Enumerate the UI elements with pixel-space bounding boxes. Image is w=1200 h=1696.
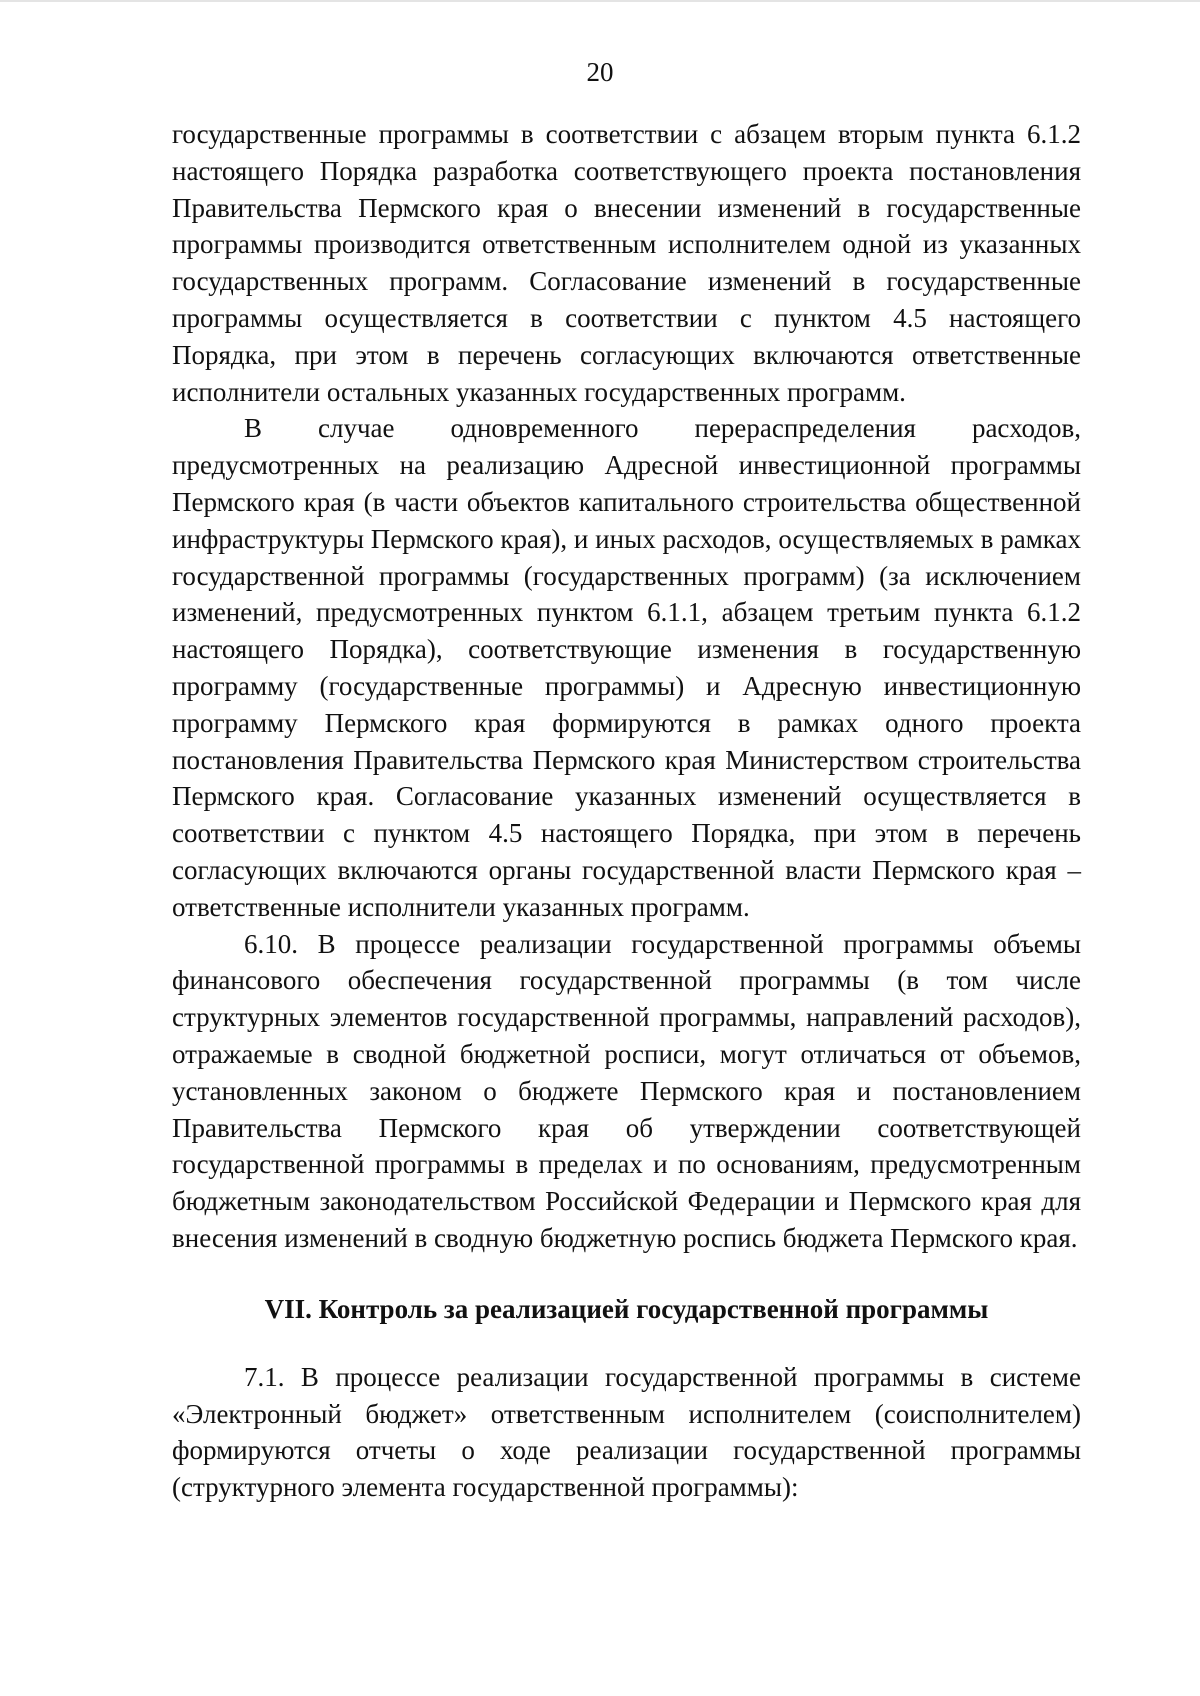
paragraph-redistribution: В случае одновременного перераспределения расходов, предусмотренных на реализацию Адресной инвестиционной программы Пермского края (в части объектов капитального строительства общественной инфраструктуры Пермского края), и иных расходов, осуществляемых в рамках государственной программы (государственных программ) (за исключением изменений, предусмотренных пунктом 6.1.1, абзацем третьим пункта 6.1.2 настоящего Порядка), соответствующие изменения в государственную программу (государственные программы) и Адресную инвестиционную программу Пермского края формируются в рамках одного проекта постановления Правительства Пермского края Министерством строительства Пермского края. Согласование указанных изменений осуществляется в соответствии с пунктом 4.5 настоящего Порядка, при этом в перечень согласующих включаются органы государственной власти Пермского края – ответственные исполнители указанных программ. (172, 413, 1081, 922)
paragraph-7-1: 7.1. В процессе реализации государственной программы в системе «Электронный бюджет» ответственным исполнителем (соисполнителем) формируются отчеты о ходе реализации государственной программы (структурного элемента государственной программы): (172, 1361, 1081, 1503)
page-number: 20 (586, 57, 614, 87)
document-body (172, 116, 1081, 1506)
paragraph-continuation: государственные программы в соответствии с абзацем вторым пункта 6.1.2 настоящего Порядка разработка соответствующего проекта постановления Правительства Пермского края о внесении изменений в государственные программы производится ответственным исполнителем одной из указанных государственных программ. Согласование изменений в государственные программы осуществляется в соответствии с пунктом 4.5 настоящего Порядка, при этом в перечень согласующих включаются ответственные исполнители остальных указанных государственных программ. (172, 119, 1081, 407)
section-heading: VII. Контроль за реализацией государственной программы (264, 1293, 989, 1324)
scan-edge-line (0, 0, 1200, 2)
paragraph-6-10: 6.10. В процессе реализации государственной программы объемы финансового обеспечения государственной программы (в том числе структурных элементов государственной программы, направлений расходов), отражаемые в сводной бюджетной росписи, могут отличаться от объемов, установленных законом о бюджете Пермского края и постановлением Правительства Пермского края об утверждении соответствующей государственной программы в пределах и по основаниям, предусмотренным бюджетным законодательством Российской Федерации и Пермского края для внесения изменений в сводную бюджетную роспись бюджета Пермского края. (172, 928, 1081, 1253)
